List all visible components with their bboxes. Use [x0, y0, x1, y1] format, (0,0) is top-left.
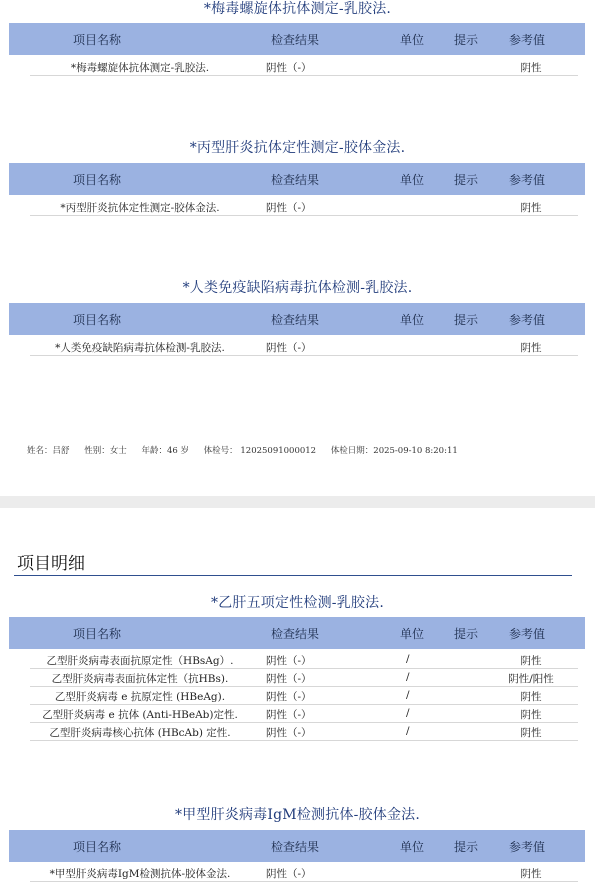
- table-header: [9, 23, 585, 55]
- header-result: 检查结果: [271, 627, 320, 641]
- item-ref: 阴性: [520, 727, 542, 739]
- item-result: 阴性（-）: [266, 868, 312, 880]
- section-title: *甲型肝炎病毒IgM检测抗体-胶体金法.: [174, 807, 420, 823]
- item-name: 乙型肝炎病毒表面抗体定性（抗HBs).: [51, 673, 229, 685]
- header-ref: 参考值: [509, 627, 546, 641]
- item-unit: /: [406, 689, 410, 701]
- section-title: *乙肝五项定性检测-乳胶法.: [211, 595, 384, 611]
- header-unit: 单位: [400, 840, 425, 854]
- header-tip: 提示: [454, 33, 479, 47]
- header-unit: 单位: [400, 313, 425, 327]
- table-header: [9, 303, 585, 335]
- exam-date: 体检日期：2025-09-10 8:20:11: [330, 446, 458, 456]
- item-name: *人类免疫缺陷病毒抗体检测-乳胶法.: [55, 342, 225, 354]
- header-ref: 参考值: [509, 173, 546, 187]
- item-ref: 阴性: [520, 868, 542, 880]
- section-title: *梅毒螺旋体抗体测定-乳胶法.: [203, 1, 392, 17]
- item-ref: 阴性: [520, 691, 542, 703]
- header-ref: 参考值: [509, 313, 546, 327]
- item-name: *甲型肝炎病毒IgM检测抗体-胶体金法.: [49, 868, 231, 880]
- patient-info: [27, 444, 470, 456]
- item-name: 乙型肝炎病毒核心抗体 (HBcAb) 定性.: [49, 727, 231, 739]
- header-name: 项目名称: [73, 840, 122, 854]
- table-row: [30, 57, 578, 76]
- detail-heading: 项目明细: [17, 554, 85, 574]
- header-tip: 提示: [454, 173, 479, 187]
- item-result: 阴性（-）: [266, 727, 312, 739]
- detail-divider: [14, 575, 572, 576]
- table-header: [9, 830, 585, 862]
- header-unit: 单位: [400, 173, 425, 187]
- item-name: *丙型肝炎抗体定性测定-胶体金法.: [60, 202, 220, 214]
- header-name: 项目名称: [73, 33, 122, 47]
- item-ref: 阴性: [520, 202, 542, 214]
- item-ref: 阴性/阳性: [508, 673, 554, 685]
- table-row: [30, 863, 578, 882]
- item-name: *梅毒螺旋体抗体测定-乳胶法.: [70, 62, 210, 74]
- item-result: 阴性（-）: [266, 673, 312, 685]
- section-title: *人类免疫缺陷病毒抗体检测-乳胶法.: [182, 280, 413, 296]
- item-result: 阴性（-）: [266, 342, 312, 354]
- table-row: [30, 337, 578, 356]
- item-ref: 阴性: [520, 709, 542, 721]
- item-result: 阴性（-）: [266, 655, 312, 667]
- item-unit: /: [406, 671, 410, 683]
- table-row: [30, 686, 578, 705]
- header-result: 检查结果: [271, 173, 320, 187]
- exam-number: 体检号： 12025091000012: [203, 446, 317, 456]
- table-header: [9, 163, 585, 195]
- header-name: 项目名称: [73, 173, 122, 187]
- table-row: [30, 668, 578, 687]
- item-result: 阴性（-）: [266, 202, 312, 214]
- header-name: 项目名称: [73, 313, 122, 327]
- table-row: [30, 650, 578, 669]
- table-row: [30, 704, 578, 723]
- header-tip: 提示: [454, 313, 479, 327]
- header-ref: 参考值: [509, 840, 546, 854]
- item-name: 乙型肝炎病毒表面抗原定性（HBsAg）.: [46, 655, 234, 667]
- item-result: 阴性（-）: [266, 709, 312, 721]
- patient-name: 姓名：吕舒: [27, 446, 70, 456]
- header-result: 检查结果: [271, 313, 320, 327]
- section-title: *丙型肝炎抗体定性测定-胶体金法.: [189, 140, 406, 156]
- header-ref: 参考值: [509, 33, 546, 47]
- table-row: [30, 197, 578, 216]
- table-row: [30, 722, 578, 741]
- item-unit: /: [406, 653, 410, 665]
- item-name: 乙型肝炎病毒 e 抗原定性 (HBeAg).: [54, 691, 226, 703]
- item-unit: /: [406, 725, 410, 737]
- item-result: 阴性（-）: [266, 62, 312, 74]
- header-tip: 提示: [454, 627, 479, 641]
- item-ref: 阴性: [520, 62, 542, 74]
- item-ref: 阴性: [520, 655, 542, 667]
- header-name: 项目名称: [73, 627, 122, 641]
- page-separator: [0, 496, 595, 508]
- table-header: [9, 617, 585, 649]
- header-result: 检查结果: [271, 840, 320, 854]
- header-tip: 提示: [454, 840, 479, 854]
- patient-age: 年龄：46 岁: [141, 446, 189, 456]
- header-unit: 单位: [400, 33, 425, 47]
- header-result: 检查结果: [271, 33, 320, 47]
- item-ref: 阴性: [520, 342, 542, 354]
- item-unit: /: [406, 707, 410, 719]
- item-name: 乙型肝炎病毒 e 抗体 (Anti-HBeAb)定性.: [42, 709, 238, 721]
- patient-gender: 性别：女士: [84, 446, 127, 456]
- item-result: 阴性（-）: [266, 691, 312, 703]
- header-unit: 单位: [400, 627, 425, 641]
